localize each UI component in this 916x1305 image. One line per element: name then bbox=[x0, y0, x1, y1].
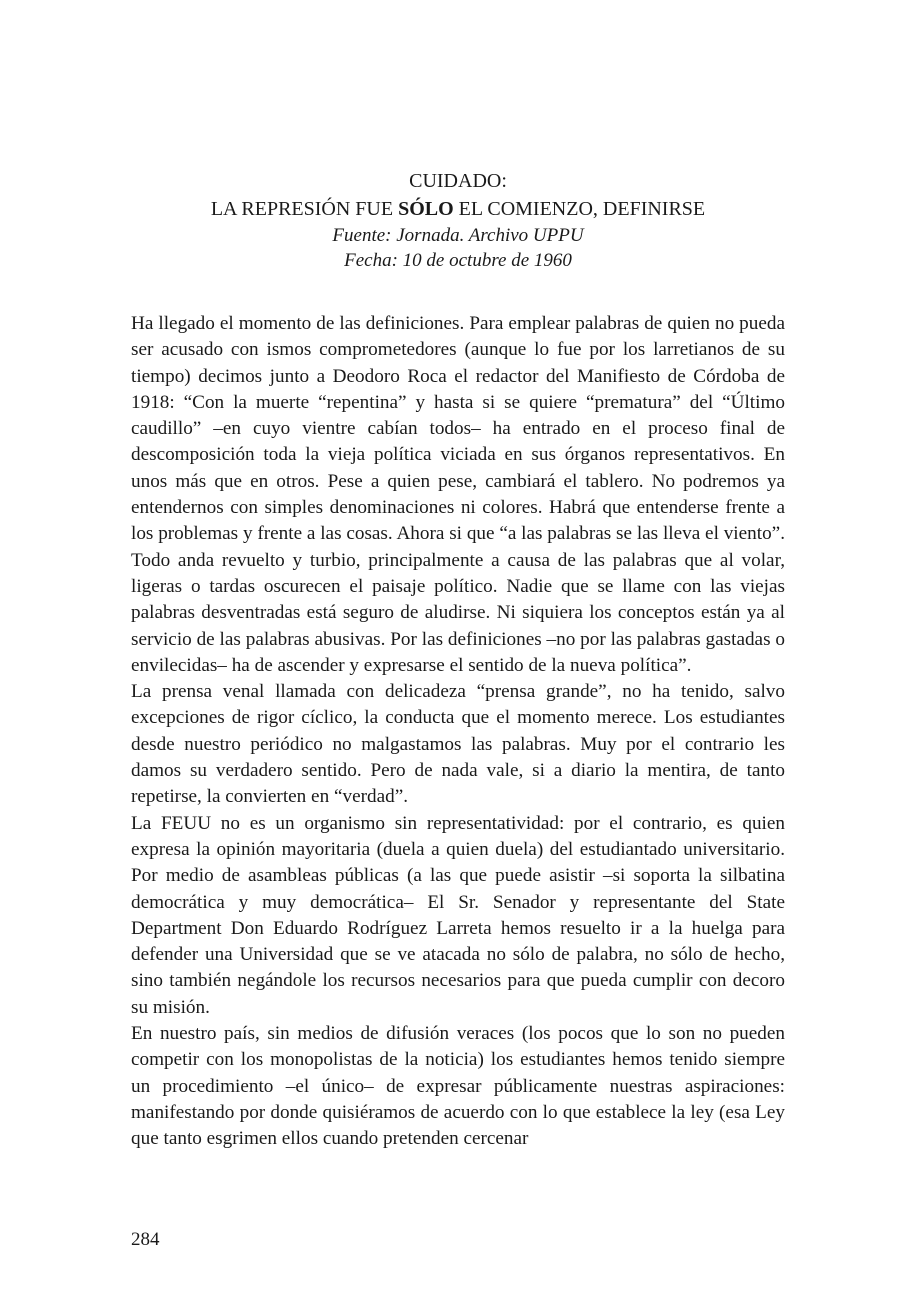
paragraph: En nuestro país, sin medios de difusión veraces (los pocos que lo son no pueden competir con los monopolistas de la noticia) los estudiantes hemos tenido siempre un procedimiento –el único– de expresar públicamente nuestras aspiraciones: manifestando por donde quisiéramos de acuerdo con lo que establece la ley (esa Ley que tanto esgrimen ellos cuando pretenden cercenar bbox=[131, 1023, 785, 1150]
header-subtitle-start: LA REPRESIÓN FUE bbox=[210, 198, 399, 220]
paragraph: La FEUU no es un organismo sin representatividad: por el contrario, es quien expresa la opinión mayoritaria (duela a quien duela) del estudiantado universitario. Por medio de asambleas públicas (a las que puede asistir –si soporta la silbatina democrática y muy democrática– El Sr. Senador y representante del State Department Don Eduardo Rodríguez Larreta hemos resuelto ir a la huelga para defender una Universidad que se ve atacada no sólo de palabra, no sólo de hecho, sino también negándole los recursos necesarios para que pueda cumplir con decoro su misión. bbox=[131, 812, 785, 1018]
document-header bbox=[131, 167, 785, 273]
paragraph: Ha llegado el momento de las definiciones. Para emplear palabras de quien no pueda ser acusado con ismos comprometedores (aunque lo fue por los larretianos de su tiempo) decimos junto a Deodoro Roca el redactor del Manifiesto de Córdoba de 1918: “Con la muerte “repentina” y hasta si se quiere “prematura” del “Último caudillo” –en cuyo vientre cabían todos– ha entrado en el proceso final de descomposición toda la vieja política viciada en sus órganos representativos. En unos más que en otros. Pese a quien pese, cambiará el tablero. No podremos ya entendernos con simples denominaciones ni colores. Habrá que entenderse frente a los problemas y frente a las cosas. Ahora si que “a las palabras se las lleva el viento”. Todo anda revuelto y turbio, principalmente a causa de las palabras que al volar, ligeras o tardas oscurecen el paisaje político. Nadie que se llame con las viejas palabras desventradas está seguro de aludirse. Ni siquiera los conceptos están ya al servicio de las palabras abusivas. Por las definiciones –no por las palabras gastadas o envilecidas– ha de ascender y expresarse el sentido de la nueva política”. bbox=[131, 313, 785, 676]
header-subtitle-end: EL COMIENZO, DEFINIRSE bbox=[453, 198, 706, 220]
header-date: Fecha: 10 de octubre de 1960 bbox=[344, 250, 572, 271]
document-page bbox=[131, 167, 785, 1153]
body-text bbox=[131, 311, 785, 1153]
page-number: 284 bbox=[131, 1229, 160, 1250]
header-source: Fuente: Jornada. Archivo UPPU bbox=[332, 225, 584, 246]
header-subtitle-bold: SÓLO bbox=[398, 198, 454, 220]
header-title: CUIDADO: bbox=[409, 170, 507, 192]
header-subtitle bbox=[131, 195, 785, 223]
paragraph: La prensa venal llamada con delicadeza “prensa grande”, no ha tenido, salvo excepciones de rigor cíclico, la conducta que el momento merece. Los estudiantes desde nuestro periódico no malgastamos las palabras. Muy por el contrario les damos su verdadero sentido. Pero de nada vale, si a diario la mentira, de tanto repetirse, la convierten en “verdad”. bbox=[131, 681, 785, 808]
